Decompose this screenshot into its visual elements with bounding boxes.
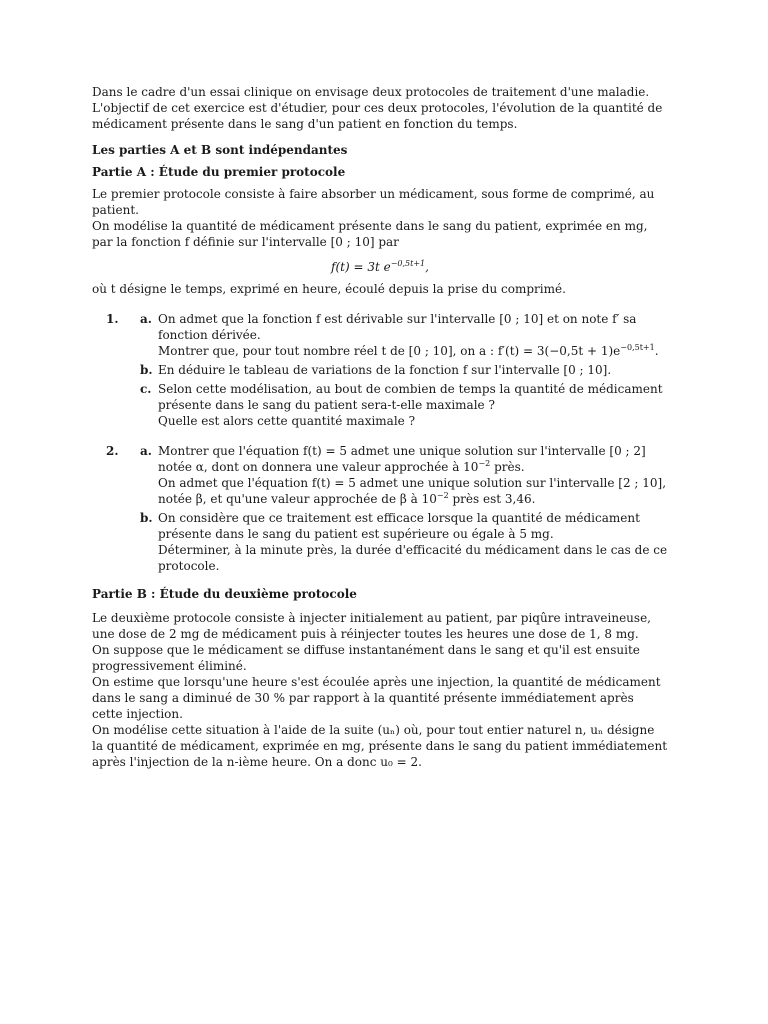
independence-note: Les parties A et B sont indépendantes (92, 143, 348, 157)
question-1a-exponent: −0,5t+1 (620, 343, 655, 352)
question-2 (92, 443, 668, 574)
question-2b-label: b. (140, 511, 153, 525)
question-2a (140, 443, 668, 507)
part-a-paragraph-2: On modélise la quantité de médicament présente dans le sang du patient, exprimée en mg, par la fonction f définie sur l'intervalle [0 ; 10] par (92, 219, 648, 249)
function-formula (92, 256, 668, 275)
question-2a-text-2 (158, 475, 668, 507)
question-2b (140, 510, 668, 574)
part-a-title: Partie A : Étude du premier protocole (92, 165, 346, 179)
question-2a-text-1-main: Montrer que l'équation f(t) = 5 admet une unique solution sur l'intervalle [0 ; 2] notée α, dont on donnera une valeur approchée à 10 (158, 444, 646, 474)
question-1a-text-2 (158, 343, 668, 359)
part-a-paragraph-3: où t désigne le temps, exprimé en heure, écoulé depuis la prise du comprimé. (92, 282, 566, 296)
question-1a-text-2-tail: . (654, 344, 659, 358)
question-1b-label: b. (140, 363, 153, 377)
question-2a-text-2-main: On admet que l'équation f(t) = 5 admet une unique solution sur l'intervalle [2 ; 10], notée β, et qu'une valeur approchée de β à 10 (158, 476, 667, 506)
question-1c-label: c. (140, 382, 152, 396)
question-1a-text-1: On admet que la fonction f est dérivable sur l'intervalle [0 ; 10] et on note f′ sa fonction dérivée. (158, 312, 637, 342)
question-1a-text-2-main: Montrer que, pour tout nombre réel t de [0 ; 10], on a : f′(t) = 3(−0,5t + 1)e (158, 344, 621, 358)
question-1a-label: a. (140, 312, 152, 326)
question-1b (140, 362, 668, 378)
part-b-title: Partie B : Étude du deuxième protocole (92, 587, 357, 601)
question-2b-text-2: Déterminer, à la minute près, la durée d'efficacité du médicament dans le cas de ce protocole. (158, 543, 668, 573)
question-1c (140, 381, 668, 429)
formula-tail: , (425, 260, 429, 274)
question-2a-text-1-tail: près. (490, 460, 525, 474)
question-2a-text-1-exponent: −2 (478, 459, 491, 468)
part-b-paragraph-3: On estime que lorsqu'une heure s'est écoulée après une injection, la quantité de médicament dans le sang a diminué de 30 % par rapport à la quantité présente immédiatement après cette injection. (92, 675, 661, 721)
formula-exponent: −0,5t+1 (390, 259, 426, 268)
intro-paragraph-1: Dans le cadre d'un essai clinique on envisage deux protocoles de traitement d'une maladie. (92, 85, 650, 99)
question-2a-text-1 (158, 443, 668, 475)
question-2a-text-2-exponent: −2 (436, 491, 449, 500)
question-1c-text-1: Selon cette modélisation, au bout de combien de temps la quantité de médicament présente dans le sang du patient sera-t-elle maximale ? (158, 382, 663, 412)
part-b-paragraph-1: Le deuxième protocole consiste à injecter initialement au patient, par piqûre intraveineuse, une dose de 2 mg de médicament puis à réinjecter toutes les heures une dose de 1, 8 mg. (92, 611, 651, 641)
question-1c-text-2: Quelle est alors cette quantité maximale ? (158, 414, 416, 428)
part-a-paragraph-1: Le premier protocole consiste à faire absorber un médicament, sous forme de comprimé, au patient. (92, 187, 655, 217)
question-2b-text-1: On considère que ce traitement est efficace lorsque la quantité de médicament présente dans le sang du patient est supérieure ou égale à 5 mg. (158, 511, 640, 541)
question-1b-text: En déduire le tableau de variations de la fonction f sur l'intervalle [0 ; 10]. (158, 363, 612, 377)
question-1-number: 1. (106, 312, 119, 326)
question-2-number: 2. (106, 444, 119, 458)
question-1 (92, 311, 668, 429)
formula-main: f(t) = 3t e (331, 260, 391, 274)
question-1a (140, 311, 668, 359)
document-body (92, 84, 668, 770)
intro-paragraph-2: L'objectif de cet exercice est d'étudier, pour ces deux protocoles, l'évolution de la quantité de médicament présente dans le sang d'un patient en fonction du temps. (92, 101, 663, 131)
part-b-paragraph-2: On suppose que le médicament se diffuse instantanément dans le sang et qu'il est ensuite progressivement éliminé. (92, 643, 640, 673)
question-2a-text-2-tail: près est 3,46. (448, 492, 536, 506)
part-b-paragraph-4: On modélise cette situation à l'aide de la suite (uₙ) où, pour tout entier naturel n, uₙ désigne la quantité de médicament, exprimée en mg, présente dans le sang du patient immédiatement après l'injection de la n-ième heure. On a donc u₀ = 2. (92, 723, 668, 769)
question-2a-label: a. (140, 444, 152, 458)
intro (92, 84, 668, 132)
